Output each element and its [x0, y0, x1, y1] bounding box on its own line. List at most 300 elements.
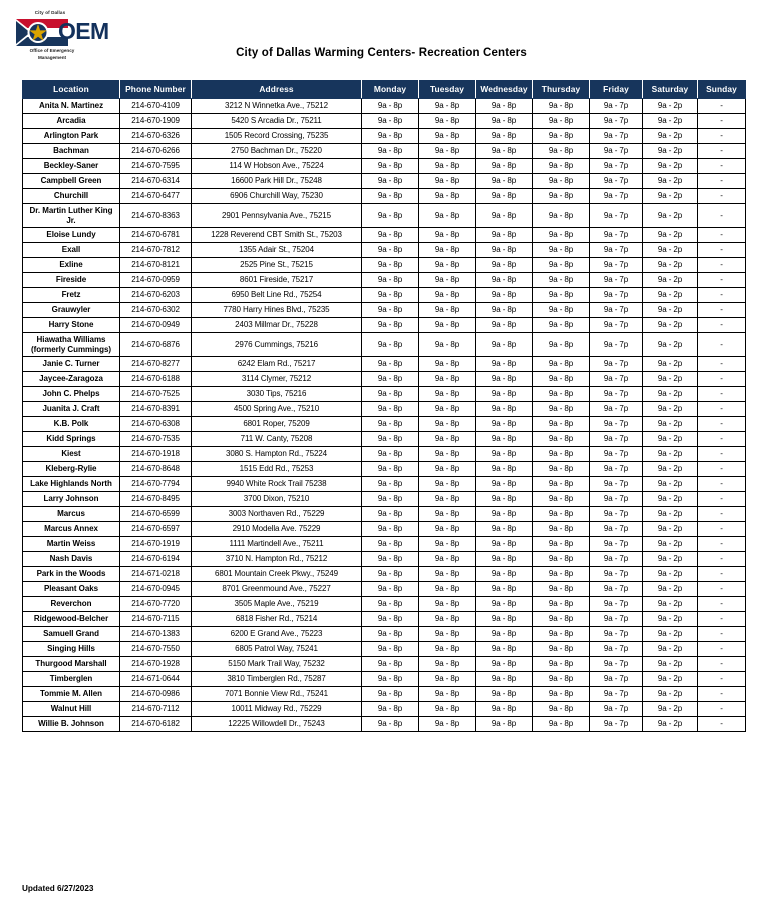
cell-wednesday: 9a - 8p [476, 612, 533, 627]
cell-tuesday: 9a - 8p [419, 204, 476, 228]
cell-tuesday: 9a - 8p [419, 159, 476, 174]
column-header-thursday: Thursday [533, 81, 590, 99]
cell-wednesday: 9a - 8p [476, 114, 533, 129]
cell-thursday: 9a - 8p [533, 582, 590, 597]
cell-tuesday: 9a - 8p [419, 432, 476, 447]
cell-tuesday: 9a - 8p [419, 288, 476, 303]
cell-saturday: 9a - 2p [643, 567, 698, 582]
cell-address: 3003 Northaven Rd., 75229 [192, 507, 362, 522]
cell-tuesday: 9a - 8p [419, 567, 476, 582]
cell-address: 1515 Edd Rd., 75253 [192, 462, 362, 477]
cell-address: 8601 Fireside, 75217 [192, 273, 362, 288]
cell-address: 1505 Record Crossing, 75235 [192, 129, 362, 144]
cell-friday: 9a - 7p [590, 243, 643, 258]
cell-saturday: 9a - 2p [643, 129, 698, 144]
cell-thursday: 9a - 8p [533, 702, 590, 717]
cell-location: Exline [23, 258, 120, 273]
cell-sunday: - [698, 288, 746, 303]
cell-wednesday: 9a - 8p [476, 228, 533, 243]
cell-phone: 214-670-6477 [120, 189, 192, 204]
cell-friday: 9a - 7p [590, 462, 643, 477]
cell-phone: 214-670-6302 [120, 303, 192, 318]
table-row [23, 627, 746, 642]
cell-phone: 214-670-7720 [120, 597, 192, 612]
cell-location: Marcus [23, 507, 120, 522]
cell-wednesday: 9a - 8p [476, 372, 533, 387]
cell-phone: 214-671-0644 [120, 672, 192, 687]
cell-tuesday: 9a - 8p [419, 333, 476, 357]
cell-sunday: - [698, 99, 746, 114]
cell-monday: 9a - 8p [362, 432, 419, 447]
cell-wednesday: 9a - 8p [476, 243, 533, 258]
cell-wednesday: 9a - 8p [476, 522, 533, 537]
cell-location: Anita N. Martinez [23, 99, 120, 114]
cell-address: 3080 S. Hampton Rd., 75224 [192, 447, 362, 462]
cell-location: Fireside [23, 273, 120, 288]
cell-thursday: 9a - 8p [533, 114, 590, 129]
cell-location: Nash Davis [23, 552, 120, 567]
cell-sunday: - [698, 657, 746, 672]
cell-friday: 9a - 7p [590, 114, 643, 129]
table-row [23, 642, 746, 657]
cell-thursday: 9a - 8p [533, 522, 590, 537]
cell-address: 3810 Timberglen Rd., 75287 [192, 672, 362, 687]
cell-sunday: - [698, 432, 746, 447]
cell-address: 4500 Spring Ave., 75210 [192, 402, 362, 417]
cell-saturday: 9a - 2p [643, 303, 698, 318]
cell-address: 8701 Greenmound Ave., 75227 [192, 582, 362, 597]
cell-location: Exall [23, 243, 120, 258]
column-header-phone: Phone Number [120, 81, 192, 99]
cell-saturday: 9a - 2p [643, 243, 698, 258]
cell-location: Thurgood Marshall [23, 657, 120, 672]
cell-saturday: 9a - 2p [643, 204, 698, 228]
cell-address: 1228 Reverend CBT Smith St., 75203 [192, 228, 362, 243]
cell-monday: 9a - 8p [362, 174, 419, 189]
cell-monday: 9a - 8p [362, 159, 419, 174]
table-row [23, 333, 746, 357]
cell-tuesday: 9a - 8p [419, 228, 476, 243]
table-row [23, 144, 746, 159]
table-row [23, 567, 746, 582]
table-row [23, 492, 746, 507]
cell-saturday: 9a - 2p [643, 642, 698, 657]
cell-tuesday: 9a - 8p [419, 318, 476, 333]
cell-sunday: - [698, 717, 746, 732]
cell-friday: 9a - 7p [590, 417, 643, 432]
cell-thursday: 9a - 8p [533, 462, 590, 477]
table-row [23, 537, 746, 552]
cell-sunday: - [698, 597, 746, 612]
cell-phone: 214-671-0218 [120, 567, 192, 582]
cell-wednesday: 9a - 8p [476, 702, 533, 717]
cell-friday: 9a - 7p [590, 477, 643, 492]
cell-tuesday: 9a - 8p [419, 582, 476, 597]
cell-friday: 9a - 7p [590, 228, 643, 243]
cell-thursday: 9a - 8p [533, 597, 590, 612]
cell-phone: 214-670-7115 [120, 612, 192, 627]
cell-phone: 214-670-8363 [120, 204, 192, 228]
cell-tuesday: 9a - 8p [419, 99, 476, 114]
cell-wednesday: 9a - 8p [476, 657, 533, 672]
cell-tuesday: 9a - 8p [419, 129, 476, 144]
cell-thursday: 9a - 8p [533, 174, 590, 189]
cell-monday: 9a - 8p [362, 522, 419, 537]
cell-saturday: 9a - 2p [643, 687, 698, 702]
cell-sunday: - [698, 462, 746, 477]
cell-friday: 9a - 7p [590, 372, 643, 387]
cell-sunday: - [698, 387, 746, 402]
table-row [23, 114, 746, 129]
warming-centers-table-container [22, 80, 741, 732]
cell-friday: 9a - 7p [590, 612, 643, 627]
cell-sunday: - [698, 159, 746, 174]
cell-monday: 9a - 8p [362, 243, 419, 258]
table-row [23, 612, 746, 627]
cell-location: Larry Johnson [23, 492, 120, 507]
cell-phone: 214-670-6188 [120, 372, 192, 387]
cell-location: Arlington Park [23, 129, 120, 144]
cell-thursday: 9a - 8p [533, 273, 590, 288]
cell-location: Willie B. Johnson [23, 717, 120, 732]
cell-tuesday: 9a - 8p [419, 657, 476, 672]
cell-thursday: 9a - 8p [533, 567, 590, 582]
cell-location: Hiawatha Williams (formerly Cummings) [23, 333, 120, 357]
cell-location: Tommie M. Allen [23, 687, 120, 702]
table-row [23, 687, 746, 702]
cell-location: Juanita J. Craft [23, 402, 120, 417]
cell-location: Kidd Springs [23, 432, 120, 447]
cell-tuesday: 9a - 8p [419, 402, 476, 417]
cell-wednesday: 9a - 8p [476, 288, 533, 303]
cell-friday: 9a - 7p [590, 597, 643, 612]
table-row [23, 357, 746, 372]
cell-address: 6805 Patrol Way, 75241 [192, 642, 362, 657]
column-header-address: Address [192, 81, 362, 99]
cell-saturday: 9a - 2p [643, 657, 698, 672]
cell-address: 10011 Midway Rd., 75229 [192, 702, 362, 717]
cell-thursday: 9a - 8p [533, 228, 590, 243]
cell-wednesday: 9a - 8p [476, 717, 533, 732]
cell-wednesday: 9a - 8p [476, 672, 533, 687]
table-row [23, 99, 746, 114]
cell-friday: 9a - 7p [590, 567, 643, 582]
table-row [23, 552, 746, 567]
cell-location: Singing Hills [23, 642, 120, 657]
cell-monday: 9a - 8p [362, 114, 419, 129]
cell-address: 3505 Maple Ave., 75219 [192, 597, 362, 612]
table-row [23, 318, 746, 333]
cell-phone: 214-670-1919 [120, 537, 192, 552]
cell-monday: 9a - 8p [362, 318, 419, 333]
cell-location: Eloise Lundy [23, 228, 120, 243]
table-row [23, 657, 746, 672]
cell-wednesday: 9a - 8p [476, 387, 533, 402]
cell-phone: 214-670-7550 [120, 642, 192, 657]
table-row [23, 402, 746, 417]
cell-wednesday: 9a - 8p [476, 447, 533, 462]
cell-wednesday: 9a - 8p [476, 642, 533, 657]
cell-sunday: - [698, 612, 746, 627]
cell-address: 6801 Roper, 75209 [192, 417, 362, 432]
cell-friday: 9a - 7p [590, 522, 643, 537]
cell-sunday: - [698, 417, 746, 432]
table-row [23, 432, 746, 447]
cell-monday: 9a - 8p [362, 672, 419, 687]
cell-location: Fretz [23, 288, 120, 303]
cell-saturday: 9a - 2p [643, 357, 698, 372]
cell-monday: 9a - 8p [362, 462, 419, 477]
table-row [23, 129, 746, 144]
cell-location: Janie C. Turner [23, 357, 120, 372]
column-header-tuesday: Tuesday [419, 81, 476, 99]
cell-thursday: 9a - 8p [533, 447, 590, 462]
cell-monday: 9a - 8p [362, 612, 419, 627]
cell-tuesday: 9a - 8p [419, 273, 476, 288]
cell-phone: 214-670-1383 [120, 627, 192, 642]
cell-saturday: 9a - 2p [643, 402, 698, 417]
table-row [23, 372, 746, 387]
cell-monday: 9a - 8p [362, 627, 419, 642]
cell-tuesday: 9a - 8p [419, 243, 476, 258]
table-row [23, 477, 746, 492]
cell-sunday: - [698, 372, 746, 387]
cell-location: Marcus Annex [23, 522, 120, 537]
cell-address: 3212 N Winnetka Ave., 75212 [192, 99, 362, 114]
cell-thursday: 9a - 8p [533, 258, 590, 273]
cell-sunday: - [698, 333, 746, 357]
cell-sunday: - [698, 204, 746, 228]
cell-friday: 9a - 7p [590, 507, 643, 522]
cell-sunday: - [698, 702, 746, 717]
cell-phone: 214-670-7525 [120, 387, 192, 402]
cell-tuesday: 9a - 8p [419, 612, 476, 627]
cell-phone: 214-670-1909 [120, 114, 192, 129]
cell-saturday: 9a - 2p [643, 273, 698, 288]
cell-thursday: 9a - 8p [533, 159, 590, 174]
cell-address: 6801 Mountain Creek Pkwy., 75249 [192, 567, 362, 582]
cell-friday: 9a - 7p [590, 174, 643, 189]
cell-wednesday: 9a - 8p [476, 552, 533, 567]
cell-address: 7780 Harry Hines Blvd., 75235 [192, 303, 362, 318]
cell-monday: 9a - 8p [362, 447, 419, 462]
cell-phone: 214-670-6266 [120, 144, 192, 159]
cell-wednesday: 9a - 8p [476, 567, 533, 582]
cell-address: 711 W. Canty, 75208 [192, 432, 362, 447]
table-row [23, 672, 746, 687]
cell-phone: 214-670-1918 [120, 447, 192, 462]
cell-monday: 9a - 8p [362, 537, 419, 552]
cell-address: 6242 Elam Rd., 75217 [192, 357, 362, 372]
cell-thursday: 9a - 8p [533, 717, 590, 732]
cell-tuesday: 9a - 8p [419, 597, 476, 612]
cell-tuesday: 9a - 8p [419, 492, 476, 507]
cell-address: 5420 S Arcadia Dr., 75211 [192, 114, 362, 129]
cell-tuesday: 9a - 8p [419, 258, 476, 273]
cell-monday: 9a - 8p [362, 687, 419, 702]
cell-wednesday: 9a - 8p [476, 507, 533, 522]
cell-saturday: 9a - 2p [643, 318, 698, 333]
cell-address: 3700 Dixon, 75210 [192, 492, 362, 507]
logo-city-line: City of Dallas [34, 10, 66, 15]
cell-saturday: 9a - 2p [643, 372, 698, 387]
cell-address: 2901 Pennsylvania Ave., 75215 [192, 204, 362, 228]
cell-monday: 9a - 8p [362, 372, 419, 387]
logo-mark [14, 17, 109, 47]
cell-thursday: 9a - 8p [533, 357, 590, 372]
cell-sunday: - [698, 447, 746, 462]
cell-thursday: 9a - 8p [533, 318, 590, 333]
cell-saturday: 9a - 2p [643, 114, 698, 129]
cell-phone: 214-670-6182 [120, 717, 192, 732]
cell-friday: 9a - 7p [590, 288, 643, 303]
table-row [23, 702, 746, 717]
table-row [23, 273, 746, 288]
cell-location: Lake Highlands North [23, 477, 120, 492]
logo-office-line-2: Management [37, 55, 67, 60]
cell-friday: 9a - 7p [590, 717, 643, 732]
cell-location: John C. Phelps [23, 387, 120, 402]
cell-wednesday: 9a - 8p [476, 144, 533, 159]
cell-sunday: - [698, 492, 746, 507]
table-row [23, 522, 746, 537]
cell-location: Harry Stone [23, 318, 120, 333]
cell-monday: 9a - 8p [362, 477, 419, 492]
cell-friday: 9a - 7p [590, 273, 643, 288]
cell-sunday: - [698, 627, 746, 642]
cell-phone: 214-670-0986 [120, 687, 192, 702]
cell-saturday: 9a - 2p [643, 582, 698, 597]
cell-friday: 9a - 7p [590, 447, 643, 462]
cell-saturday: 9a - 2p [643, 387, 698, 402]
cell-monday: 9a - 8p [362, 189, 419, 204]
cell-phone: 214-670-6599 [120, 507, 192, 522]
table-body [23, 99, 746, 732]
cell-sunday: - [698, 672, 746, 687]
cell-wednesday: 9a - 8p [476, 303, 533, 318]
cell-location: Park in the Woods [23, 567, 120, 582]
cell-phone: 214-670-6194 [120, 552, 192, 567]
table-row [23, 462, 746, 477]
cell-monday: 9a - 8p [362, 258, 419, 273]
cell-monday: 9a - 8p [362, 492, 419, 507]
cell-phone: 214-670-8391 [120, 402, 192, 417]
cell-friday: 9a - 7p [590, 318, 643, 333]
cell-friday: 9a - 7p [590, 357, 643, 372]
cell-thursday: 9a - 8p [533, 144, 590, 159]
cell-wednesday: 9a - 8p [476, 462, 533, 477]
cell-sunday: - [698, 507, 746, 522]
cell-monday: 9a - 8p [362, 417, 419, 432]
cell-location: Campbell Green [23, 174, 120, 189]
cell-location: Arcadia [23, 114, 120, 129]
cell-phone: 214-670-8277 [120, 357, 192, 372]
table-row [23, 387, 746, 402]
cell-friday: 9a - 7p [590, 432, 643, 447]
logo-office-line-1: Office of Emergency [29, 48, 75, 53]
cell-saturday: 9a - 2p [643, 537, 698, 552]
cell-monday: 9a - 8p [362, 273, 419, 288]
cell-sunday: - [698, 687, 746, 702]
cell-address: 12225 Willowdell Dr., 75243 [192, 717, 362, 732]
cell-saturday: 9a - 2p [643, 189, 698, 204]
cell-sunday: - [698, 243, 746, 258]
cell-location: Grauwyler [23, 303, 120, 318]
cell-location: Jaycee-Zaragoza [23, 372, 120, 387]
cell-tuesday: 9a - 8p [419, 144, 476, 159]
column-header-monday: Monday [362, 81, 419, 99]
cell-monday: 9a - 8p [362, 99, 419, 114]
cell-wednesday: 9a - 8p [476, 204, 533, 228]
table-row [23, 417, 746, 432]
cell-location: Kiest [23, 447, 120, 462]
cell-saturday: 9a - 2p [643, 432, 698, 447]
cell-tuesday: 9a - 8p [419, 357, 476, 372]
cell-location: Ridgewood-Belcher [23, 612, 120, 627]
cell-address: 3114 Clymer, 75212 [192, 372, 362, 387]
cell-wednesday: 9a - 8p [476, 627, 533, 642]
cell-thursday: 9a - 8p [533, 432, 590, 447]
cell-tuesday: 9a - 8p [419, 522, 476, 537]
cell-friday: 9a - 7p [590, 258, 643, 273]
cell-location: Timberglen [23, 672, 120, 687]
cell-sunday: - [698, 174, 746, 189]
cell-wednesday: 9a - 8p [476, 432, 533, 447]
cell-tuesday: 9a - 8p [419, 372, 476, 387]
cell-thursday: 9a - 8p [533, 333, 590, 357]
cell-location: Walnut Hill [23, 702, 120, 717]
table-row [23, 204, 746, 228]
cell-thursday: 9a - 8p [533, 402, 590, 417]
cell-address: 2403 Millmar Dr., 75228 [192, 318, 362, 333]
cell-monday: 9a - 8p [362, 567, 419, 582]
cell-address: 3710 N. Hampton Rd., 75212 [192, 552, 362, 567]
table-row [23, 174, 746, 189]
cell-monday: 9a - 8p [362, 129, 419, 144]
cell-wednesday: 9a - 8p [476, 597, 533, 612]
cell-wednesday: 9a - 8p [476, 273, 533, 288]
cell-thursday: 9a - 8p [533, 477, 590, 492]
column-header-sunday: Sunday [698, 81, 746, 99]
cell-monday: 9a - 8p [362, 228, 419, 243]
cell-friday: 9a - 7p [590, 627, 643, 642]
cell-phone: 214-670-8648 [120, 462, 192, 477]
cell-phone: 214-670-7812 [120, 243, 192, 258]
cell-phone: 214-670-4109 [120, 99, 192, 114]
cell-saturday: 9a - 2p [643, 717, 698, 732]
cell-wednesday: 9a - 8p [476, 582, 533, 597]
cell-wednesday: 9a - 8p [476, 333, 533, 357]
cell-thursday: 9a - 8p [533, 303, 590, 318]
cell-wednesday: 9a - 8p [476, 492, 533, 507]
cell-thursday: 9a - 8p [533, 417, 590, 432]
cell-friday: 9a - 7p [590, 537, 643, 552]
cell-sunday: - [698, 258, 746, 273]
cell-friday: 9a - 7p [590, 672, 643, 687]
cell-location: Pleasant Oaks [23, 582, 120, 597]
cell-sunday: - [698, 357, 746, 372]
cell-address: 6950 Belt Line Rd., 75254 [192, 288, 362, 303]
cell-saturday: 9a - 2p [643, 477, 698, 492]
cell-saturday: 9a - 2p [643, 288, 698, 303]
table-header [23, 81, 746, 99]
cell-monday: 9a - 8p [362, 288, 419, 303]
cell-sunday: - [698, 129, 746, 144]
cell-wednesday: 9a - 8p [476, 687, 533, 702]
cell-monday: 9a - 8p [362, 144, 419, 159]
cell-thursday: 9a - 8p [533, 612, 590, 627]
cell-thursday: 9a - 8p [533, 552, 590, 567]
